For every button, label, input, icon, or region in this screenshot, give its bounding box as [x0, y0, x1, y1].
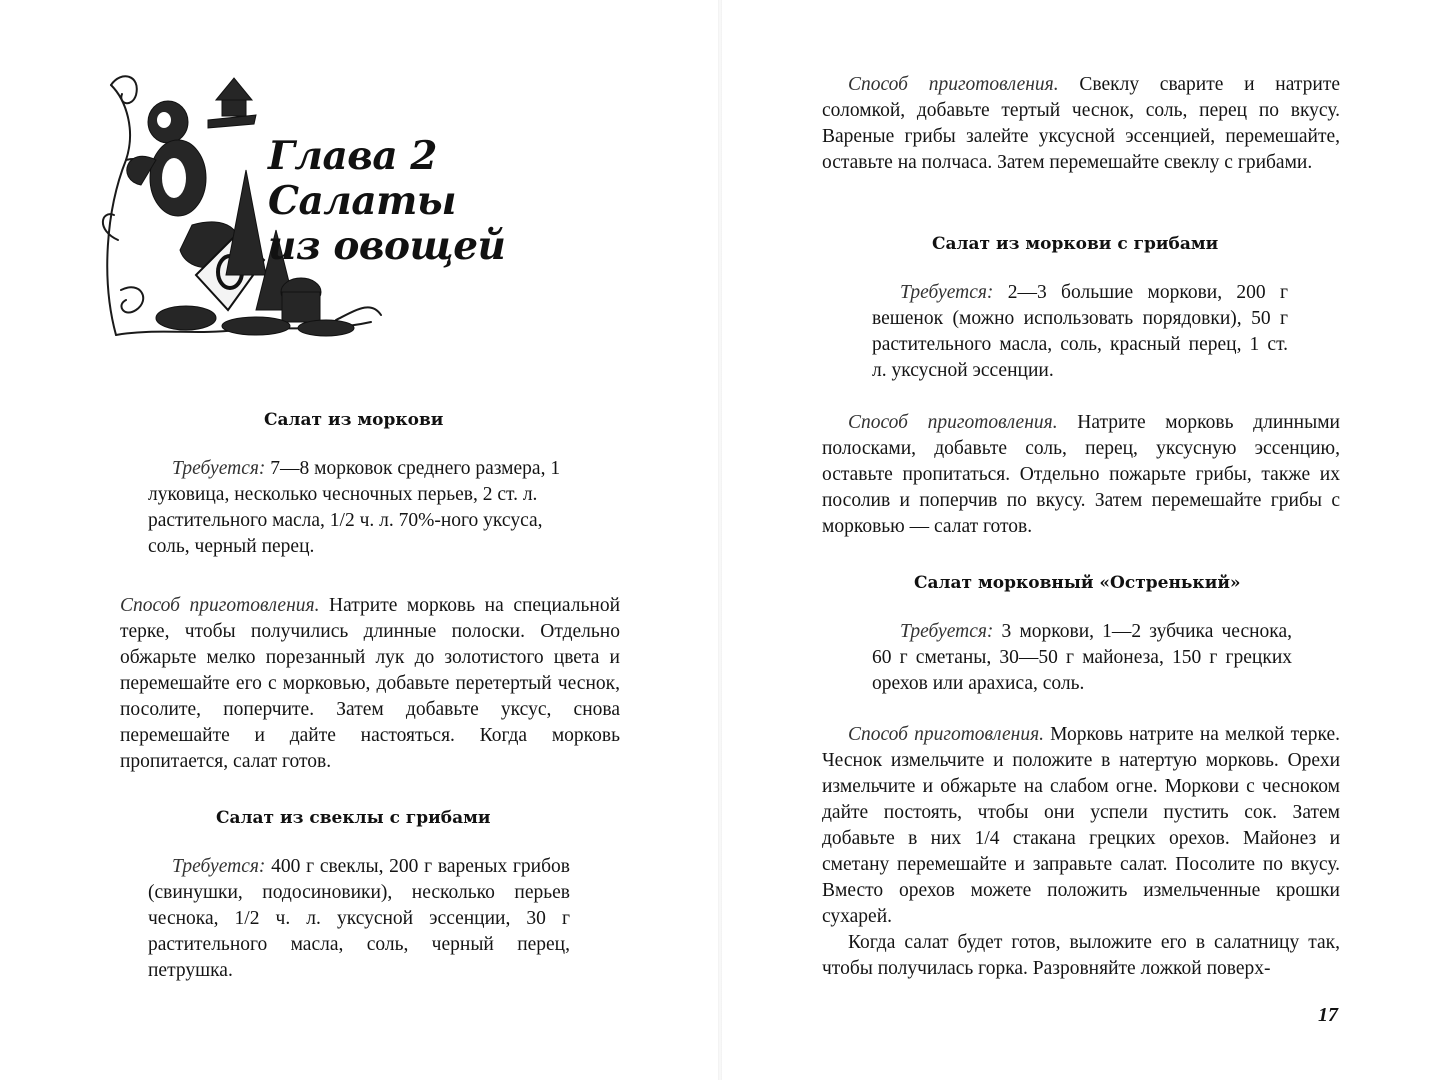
- recipe-ingredients: [872, 619, 1292, 697]
- requires-label: Требуется:: [900, 621, 994, 642]
- method-label: Способ приготовления.: [848, 412, 1058, 433]
- requires-text: 7—8 морковок среднего размера, 1 луковица, несколько чесночных перьев, 2 ст. л. растительного масла, 1/2 ч. л. 70%-ного уксуса, соль, черный перец.: [148, 458, 561, 557]
- recipe-title: Салат из моркови: [264, 410, 444, 430]
- recipe-title: Салат из моркови с грибами: [932, 234, 1219, 254]
- recipe-method: [822, 722, 1340, 930]
- method-text: Свеклу сварите и натрите соломкой, добавьте тертый чеснок, соль, перец по вкусу. Вареные грибы залейте уксусной эссенцией, перемешайте, оставьте на полчаса. Затем перемешайте свеклу с грибами.: [822, 74, 1341, 173]
- method-label: Способ приготовления.: [120, 595, 320, 616]
- chapter-title: [268, 134, 505, 269]
- recipe-ingredients: [872, 280, 1288, 384]
- requires-label: Требуется:: [900, 282, 994, 303]
- chapter-title-line: из овощей: [268, 223, 506, 269]
- recipe-method: [822, 410, 1340, 540]
- recipe-ingredients: [148, 854, 570, 984]
- method-text: Натрите морковь на специальной терке, чтобы получились длинные полоски. Отдельно обжарьте мелко порезанный лук до золотистого цвета и перемешайте его с морковью, добавьте перетертый чеснок, посолите, поперчите. Затем добавьте уксус, снова перемешайте и дайте настояться. Когда морковь пропитается, салат готов.: [120, 595, 621, 772]
- method-text: Натрите морковь длинными полосками, добавьте соль, перец, уксусную эссенцию, оставьте пропитаться. Отдельно пожарьте грибы, также их посолив и поперчив по вкусу. Затем перемешайте грибы с морковью — салат готов.: [822, 412, 1340, 537]
- requires-text: 2—3 большие моркови, 200 г вешенок (можно использовать порядовки), 50 г растительного масла, соль, красный перец, 1 ст. л. уксусной эссенции.: [872, 282, 1289, 381]
- page-number: 17: [1318, 1004, 1338, 1026]
- requires-text: 3 моркови, 1—2 зубчика чеснока, 60 г сметаны, 30—50 г майонеза, 150 г грецких орехов или арахиса, соль.: [872, 621, 1292, 694]
- requires-label: Требуется:: [172, 856, 266, 877]
- method-text: Морковь натрите на мелкой терке. Чеснок измельчите и положите в натертую морковь. Орехи измельчите и обжарьте на слабом огне. Моркови с чесноком дайте постоять, чтобы они успели пустить сок. Затем добавьте в них 1/4 стакана грецких орехов. Майонез и сметану перемешайте и заправьте салат. Посолите по вкусу. Вместо орехов можете положить измельченные крошки сухарей.: [822, 724, 1341, 927]
- recipe-title: Салат морковный «Остренький»: [914, 573, 1241, 593]
- chapter-title-line: Салаты: [268, 178, 457, 224]
- requires-label: Требуется:: [172, 458, 266, 479]
- method-label: Способ приготовления.: [848, 724, 1045, 745]
- recipe-method: [120, 593, 620, 775]
- requires-text: 400 г свеклы, 200 г вареных грибов (свинушки, подосиновики), несколько перьев чеснока, 1/2 ч. л. уксусной эссенции, 30 г растительного масла, соль, черный перец, петрушка.: [148, 856, 570, 981]
- continued-method: [822, 72, 1340, 176]
- method-label: Способ приготовления.: [848, 74, 1059, 95]
- recipe-ingredients: [148, 456, 580, 560]
- recipe-title: Салат из свеклы с грибами: [216, 808, 491, 828]
- chapter-title-line: Глава 2: [268, 133, 437, 179]
- right-page: [720, 0, 1440, 1080]
- recipe-serving-note: Когда салат будет готов, выложите его в салатницу так, чтобы получилась горка. Разровняйте ложкой поверх-: [822, 932, 1340, 979]
